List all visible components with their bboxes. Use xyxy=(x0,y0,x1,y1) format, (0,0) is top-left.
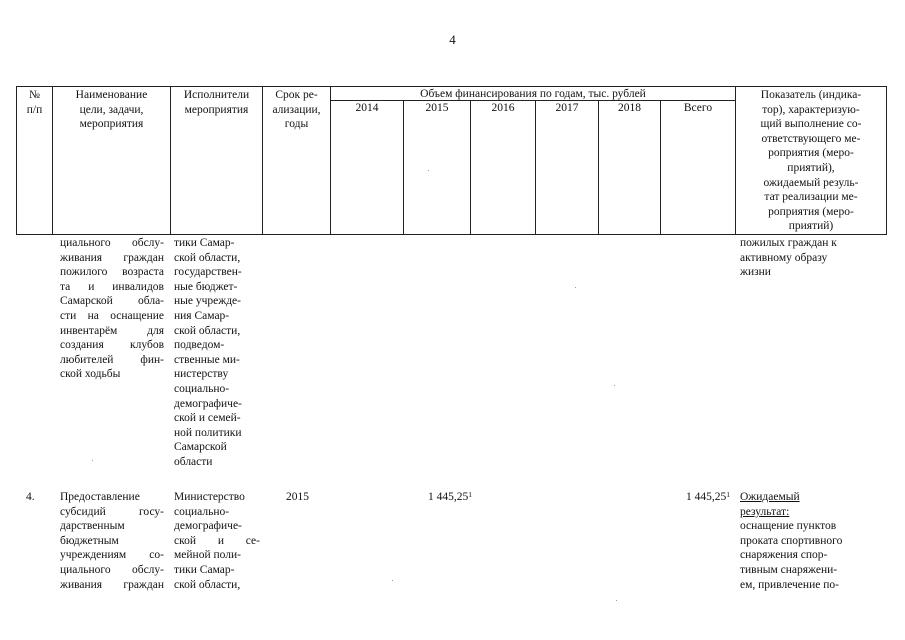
footnote-mark: 1 xyxy=(468,490,472,499)
col-border-5 xyxy=(403,100,404,235)
page-number: 4 xyxy=(449,32,456,47)
scan-speck xyxy=(392,580,393,581)
header-year-2014: 2014 xyxy=(355,102,379,114)
header-year-2018: 2018 xyxy=(618,102,641,114)
scan-speck xyxy=(575,287,576,288)
header-year-2015: 2015 xyxy=(425,102,449,114)
col-border-8 xyxy=(598,100,599,235)
row-4-value-2015: 1 445,25$^1$ xyxy=(428,490,472,503)
scan-speck xyxy=(428,170,429,171)
row-4-number: 4. xyxy=(26,491,35,503)
row-4-indicator: Ожидаемый результат: оснащение пунктов проката спортивного снаряжения спор- тивным снаряжени- ем, привлечение по- xyxy=(740,490,882,592)
col-border-9 xyxy=(660,100,661,235)
scan-speck xyxy=(92,460,93,461)
col-border-11 xyxy=(886,86,887,235)
indicator-title: Ожидаемый xyxy=(740,491,800,503)
scan-speck xyxy=(614,385,615,386)
col-border-7 xyxy=(535,100,536,235)
header-bottom-border xyxy=(16,234,887,235)
header-year-2016: 2016 xyxy=(491,102,515,114)
header-indicator: Показатель (индика- тор), характеризую- щий выполнение со- ответствующего ме- роприятия (меро- приятий), ожидаемый резуль- тат реализации ме- роприятия (меро- приятий) xyxy=(760,89,862,233)
header-executors: Исполнители мероприятия xyxy=(183,89,250,116)
header-name: Наименование цели, задачи, мероприятия xyxy=(75,89,148,131)
header-num: № п/п xyxy=(26,89,43,116)
continued-row-name: циального обслу- живания граждан пожилого возраста та и инвалидов Самарской обла- сти на оснащение инвентарём для создания клубов любителей фин- ской ходьбы xyxy=(60,237,164,381)
footnote-mark: 1 xyxy=(726,490,730,499)
row-4-executors: Министерство социально- демографиче- ской и се- мейной поли- тики Самар- ской области, xyxy=(174,491,260,591)
header-year-2017: 2017 xyxy=(555,102,579,114)
header-financing-title: Объем финансирования по годам, тыс. рублей xyxy=(420,88,646,100)
col-border-6 xyxy=(470,100,471,235)
row-4-value-total: 1 445,25$^1$ xyxy=(686,490,730,503)
scan-speck xyxy=(616,600,617,601)
row-4-term: 2015 xyxy=(286,491,309,503)
row-4-name: Предоставление субсидий госу- дарственным бюджетным учреждениям со- циального обслу- живания граждан xyxy=(60,491,164,591)
continued-row-executors: тики Самар- ской области, государствен- ные бюджет- ные учрежде- ния Самар- ской области, подведом- ственные ми- нистерству социально- демографиче- ской и семей- ной политики Самарской области xyxy=(174,237,242,468)
header-term: Срок ре- ализации, годы xyxy=(272,89,321,131)
continued-row-indicator: пожилых граждан к активному образу жизни xyxy=(740,237,837,279)
indicator-title: результат: xyxy=(740,505,790,518)
header-total: Всего xyxy=(683,102,713,114)
